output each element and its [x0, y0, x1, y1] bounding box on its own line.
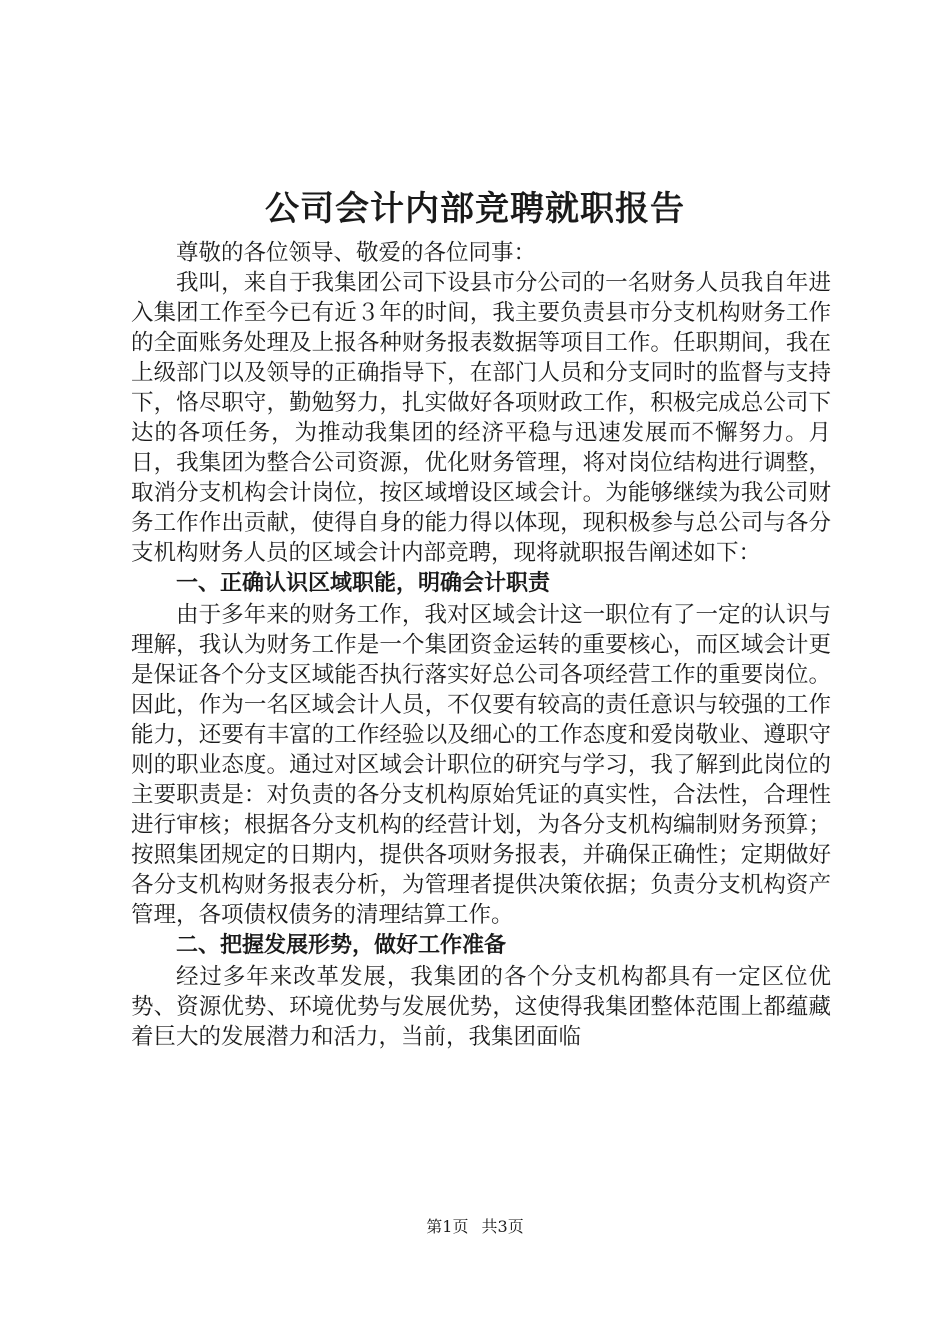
- document-title: 公司会计内部竞聘就职报告: [265, 189, 685, 229]
- greeting: 尊敬的各位领导、敬爱的各位同事：: [176, 240, 537, 266]
- section-paragraph-1: 由于多年来的财务工作，我对区域会计这一职位有了一定的认识与理解，我认为财务工作是一个集团资金运转的重要核心，而区域会计更是保证各个分支区域能否执行落实好总公司各项经营工作的重要岗位。因此，作为一名区域会计人员，不仅要有较高的责任意识与较强的工作能力，还要有丰富的工作经验以及细心的工作态度和爱岗敬业、遵职守则的职业态度。通过对区域会计职位的研究与学习，我了解到此岗位的主要职责是：对负责的各分支机构原始凭证的真实性，合法性，合理性进行审核；根据各分支机构的经营计划，为各分支机构编制财务预算；按照集团规定的日期内，提供各项财务报表，并确保正确性；定期做好各分支机构财务报表分析，为管理者提供决策依据；负责分支机构资产管理，各项债权债务的清理结算工作。: [131, 602, 831, 928]
- section-paragraph-2: 经过多年来改革发展，我集团的各个分支机构都具有一定区位优势、资源优势、环境优势与发展优势，这使得我集团整体范围上都蕴藏着巨大的发展潜力和活力，当前，我集团面临: [131, 964, 831, 1050]
- page-footer: 第1页 共3页: [426, 1217, 524, 1236]
- section-heading-1: 一、正确认识区域职能，明确会计职责: [176, 571, 551, 596]
- intro-paragraph: 我叫，来自于我集团公司下设县市分公司的一名财务人员我自年进入集团工作至今已有近３年的时间，我主要负责县市分支机构财务工作的全面账务处理及上报各种财务报表数据等项目工作。任职期间，我在上级部门以及领导的正确指导下，在部门人员和分支同时的监督与支持下，恪尽职守，勤勉努力，扎实做好各项财政工作，积极完成总公司下达的各项任务，为推动我集团的经济平稳与迅速发展而不懈努力。月日，我集团为整合公司资源，优化财务管理，将对岗位结构进行调整，取消分支机构会计岗位，按区域增设区域会计。为能够继续为我公司财务工作作出贡献，使得自身的能力得以体现，现积极参与总公司与各分支机构财务人员的区域会计内部竞聘，现将就职报告阐述如下：: [131, 270, 831, 566]
- document-body: [131, 238, 831, 1052]
- section-heading-2: 二、把握发展形势，做好工作准备: [176, 933, 507, 958]
